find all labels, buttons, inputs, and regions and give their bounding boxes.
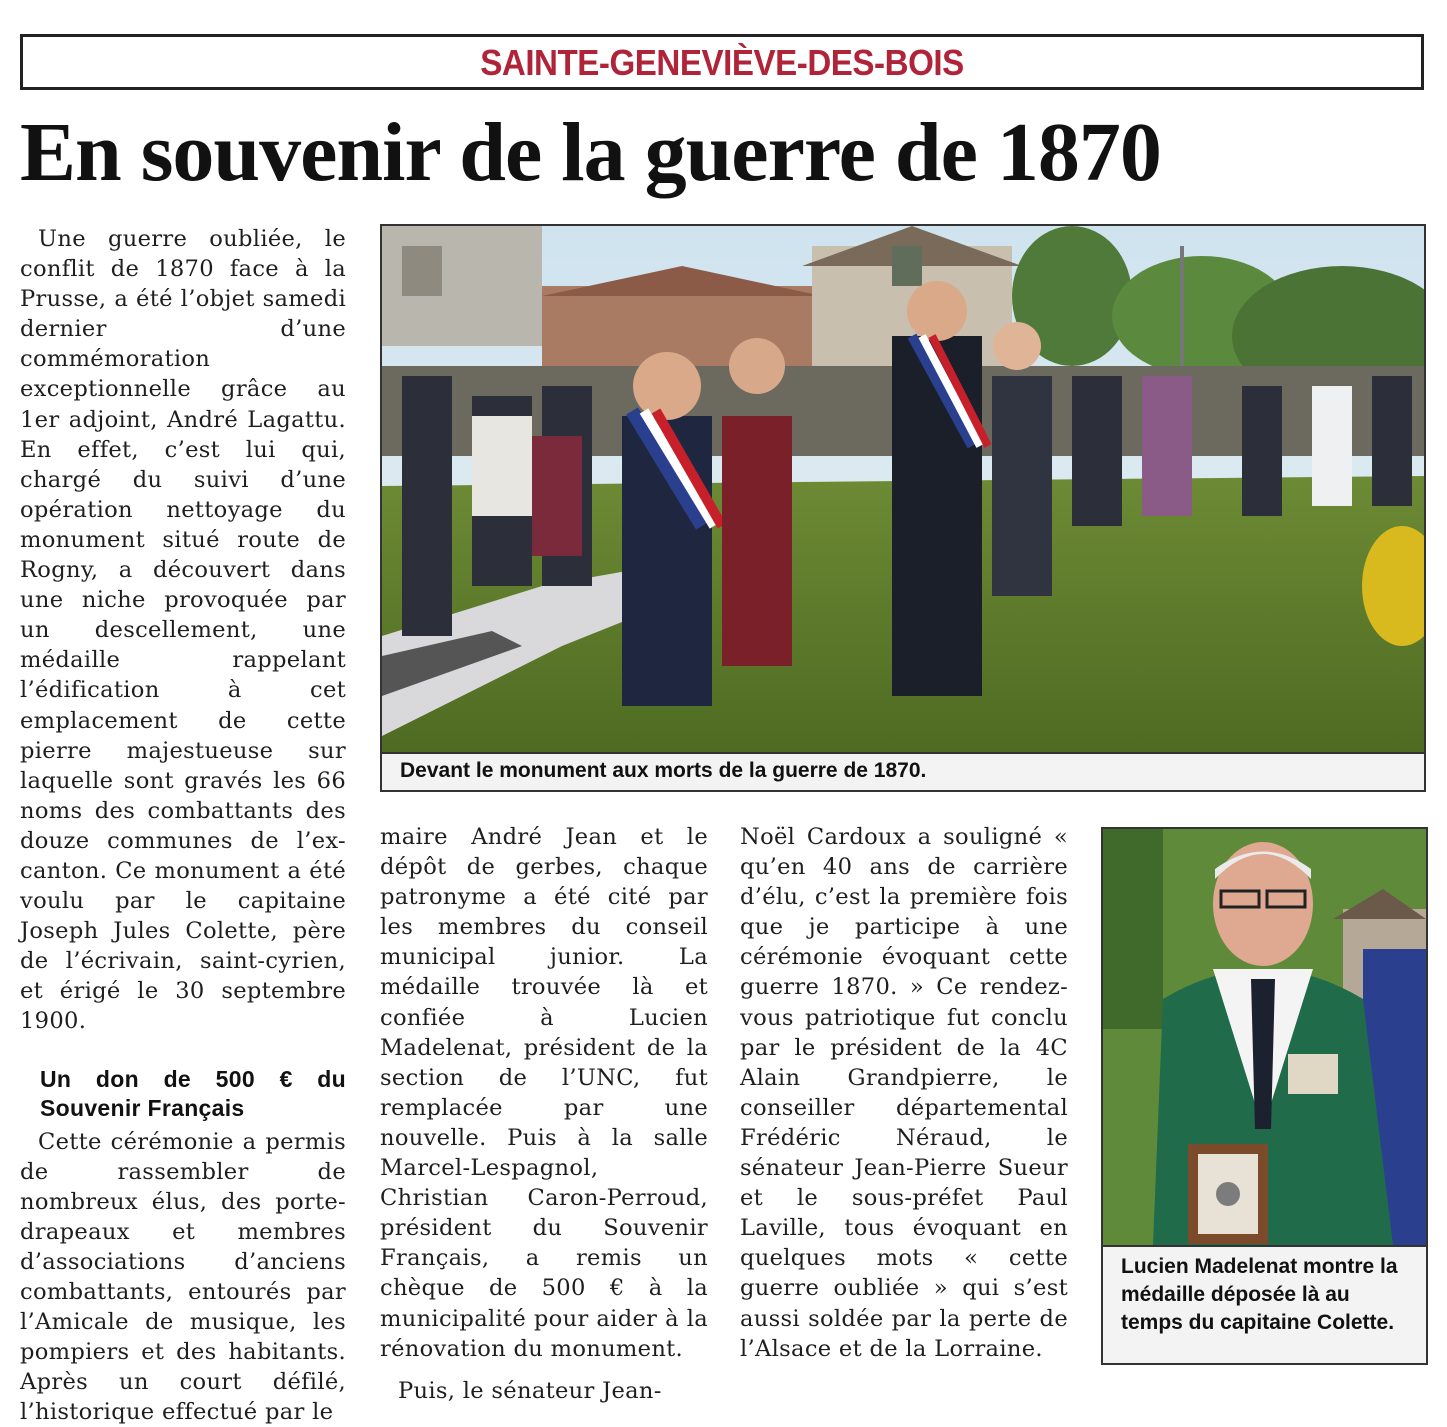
kicker-box [20,34,1424,90]
subheading: Un don de 500 € du Souvenir Français [40,1065,346,1121]
photo-caption: Devant le monument aux morts de la guerre de 1870. [380,754,1426,792]
paragraph: Puis, le sénateur Jean- [398,1377,662,1404]
ceremony-photo-illustration [382,226,1424,752]
paragraph: Une guerre oubliée, le conflit de 1870 face à la Prusse, a été l’objet samedi dernier d’une commémoration exceptionnelle grâce au 1er adjoint, André Lagattu. En effet, c’est lui qui, chargé du suivi d’une opération nettoyage du monument situé route de Rogny, a découvert dans une niche provoquée par un descellement, une médaille rappelant l’édification à cet emplacement de cette pierre majestueuse sur laquelle sont gravés les 66 noms des combattants des douze communes de l’ex-canton. Ce monument a été voulu par le capitaine Joseph Jules Colette, père de l’écrivain, saint-cyrien, et érigé le 30 septembre 1900. [20,226,346,1035]
article-column-2 [380,822,708,1406]
article-column-3 [740,822,1068,1364]
portrait-photo [1101,827,1428,1247]
paragraph: maire André Jean et le dépôt de gerbes, chaque patronyme a été cité par les membres du conseil municipal junior. La médaille trouvée là et confiée à Lucien Madelenat, président de la section de l’UNC, fut remplacée par une nouvelle. Puis à la salle Marcel-Lespagnol, Christian Caron-Perroud, président du Souvenir Français, a remis un chèque de 500 € à la municipalité pour aider à la rénovation du monument. [380,824,708,1362]
headline: En souvenir de la guerre de 1870 [20,106,1161,199]
portrait-photo-illustration [1103,829,1426,1245]
section-kicker: SAINTE-GENEVIÈVE-DES-BOIS [480,42,964,83]
paragraph: Cette cérémonie a permis de rassembler de nombreux élus, des porte-drapeaux et membres d’associations d’anciens combattants, entourés par l’Amicale de musique, les pompiers et des habitants. Après un court défilé, l’historique effectué par le [20,1128,346,1426]
ceremony-photo [380,224,1426,754]
article-column-1 [20,224,346,1427]
portrait-caption: Lucien Madelenat montre la médaille déposée là au temps du capitaine Colette. [1101,1247,1428,1365]
paragraph: Noël Cardoux a souligné « qu’en 40 ans de carrière d’élu, c’est la première fois que je participe à une cérémonie évoquant cette guerre 1870. » Ce rendez-vous patriotique fut conclu par le président de la 4C Alain Grandpierre, le conseiller départemental Frédéric Néraud, le sénateur Jean-Pierre Sueur et le sous-préfet Paul Laville, tous évoquant en quelques mots « cette guerre oubliée » qui s’est aussi soldée par la perte de l’Alsace et de la Lorraine. [740,824,1068,1362]
